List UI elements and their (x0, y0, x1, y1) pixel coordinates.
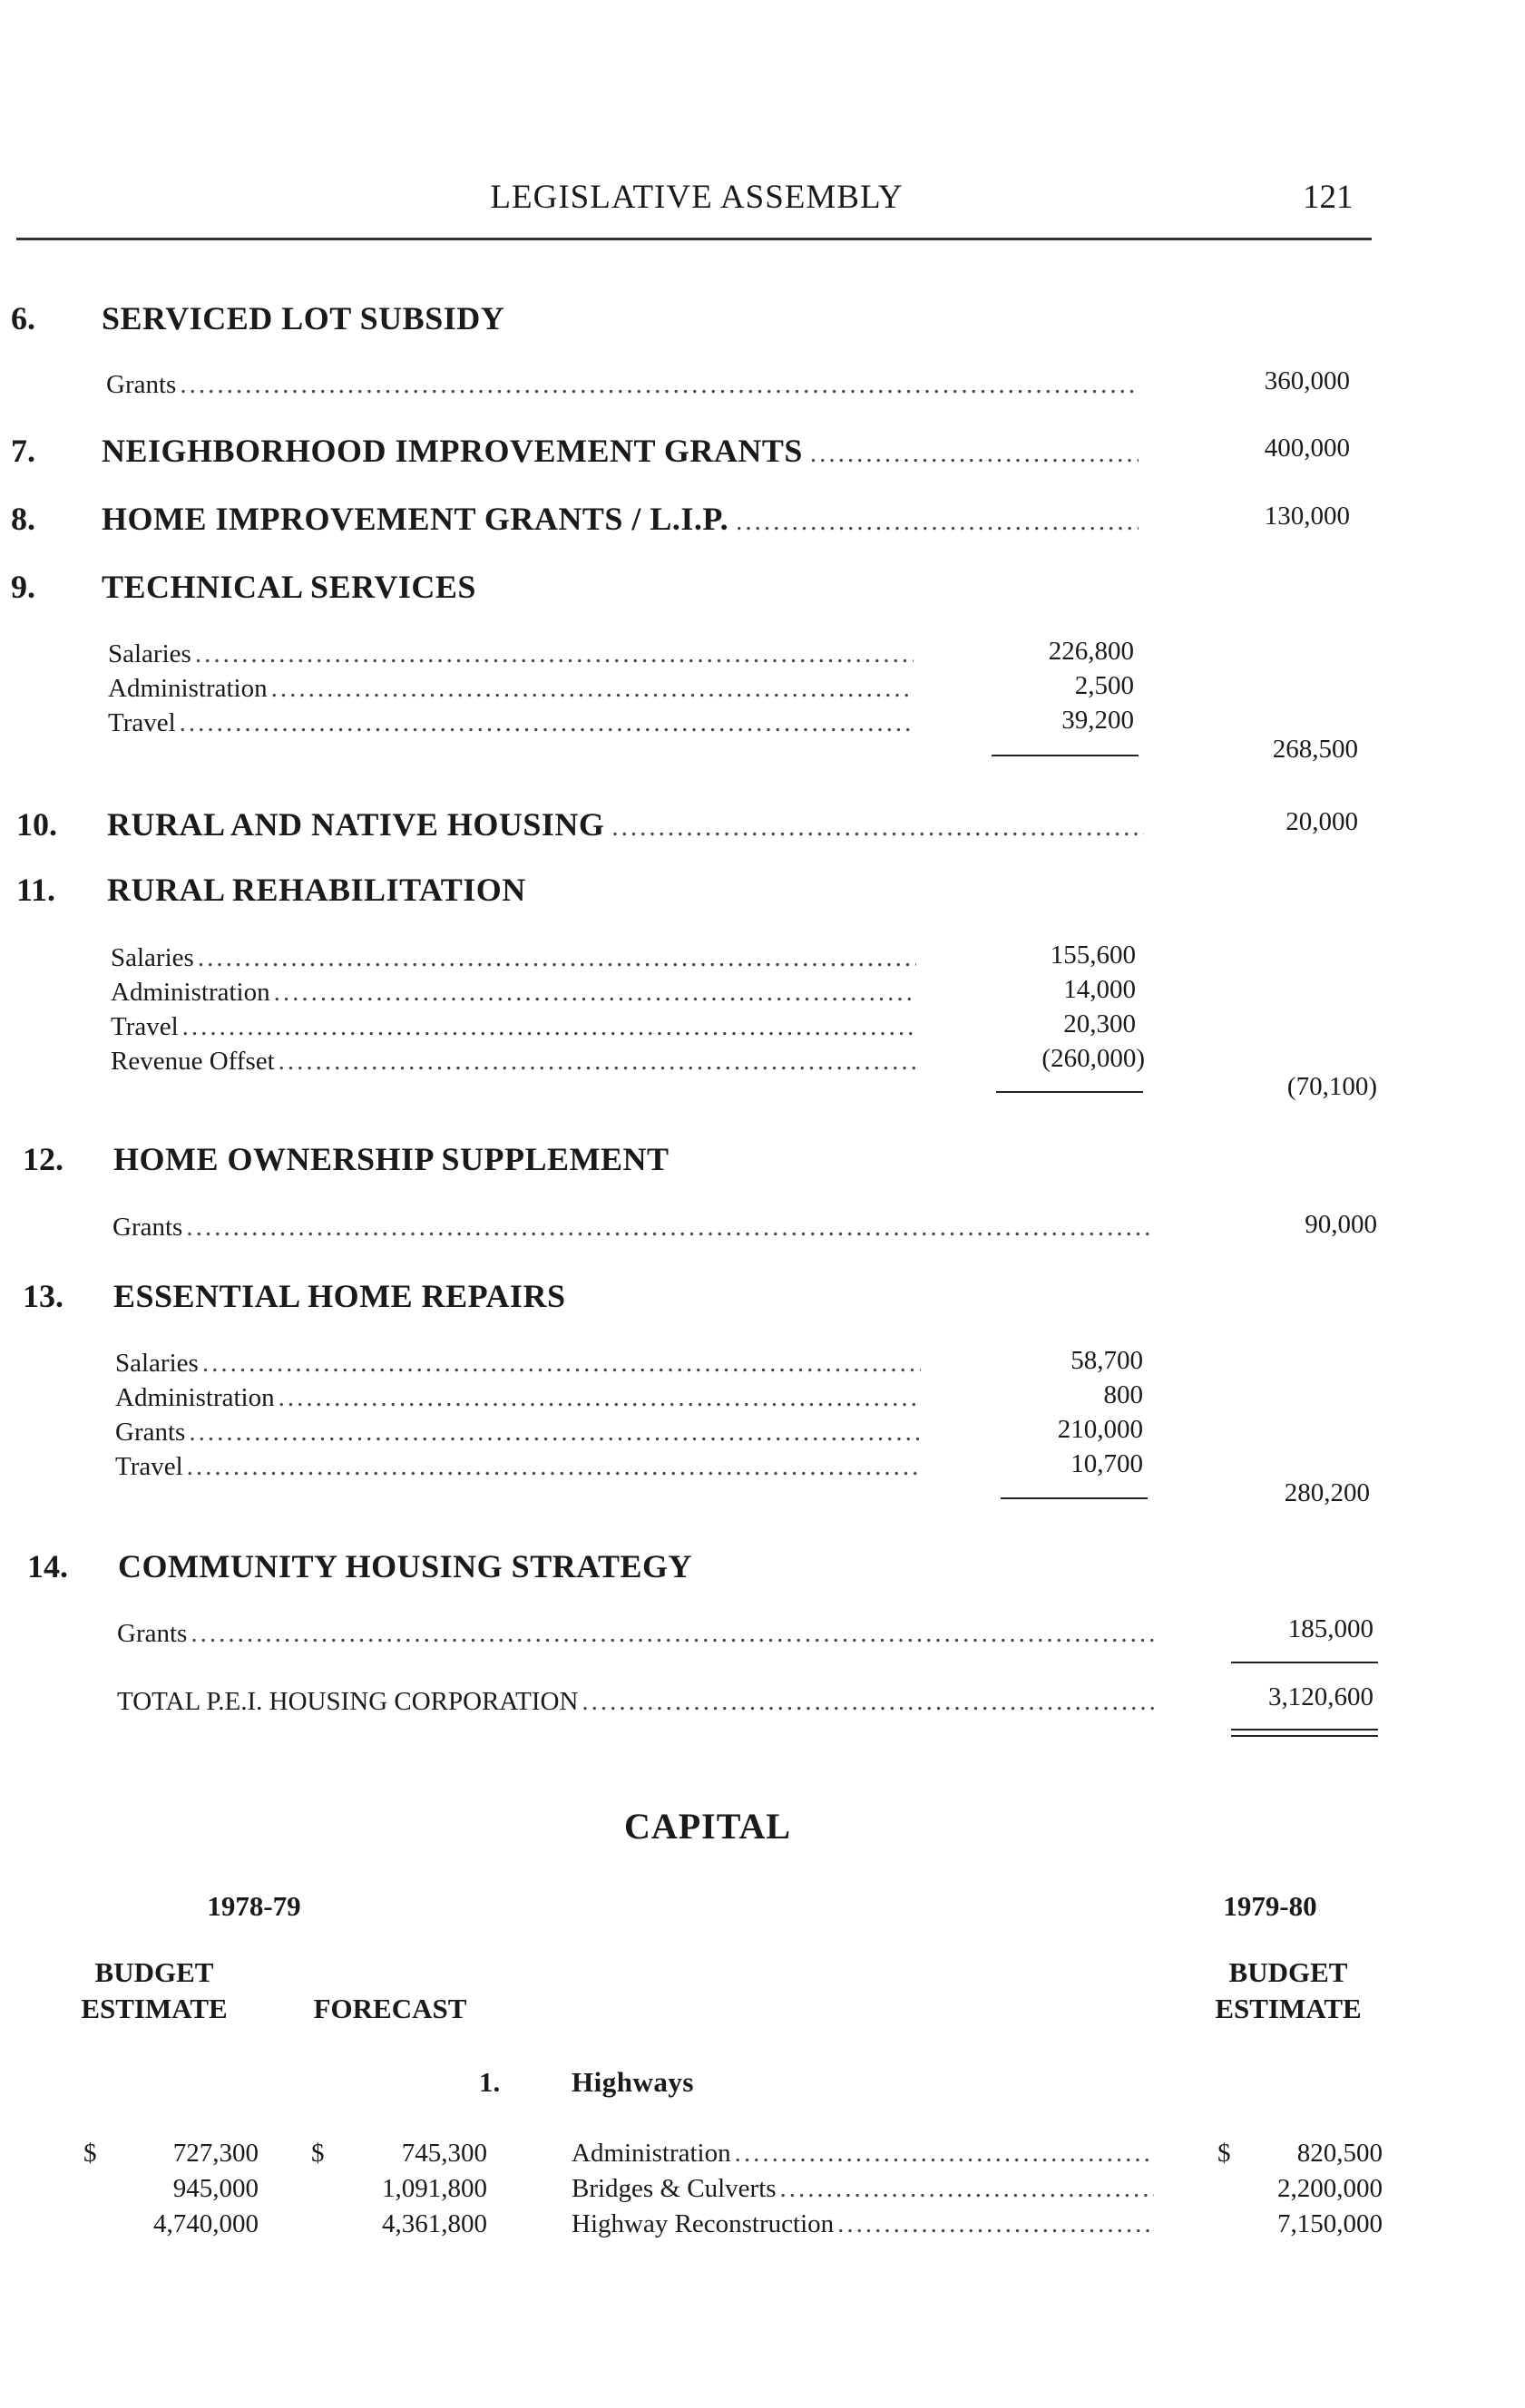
line-item-grants (112, 1213, 1149, 1243)
section-number: 6. (11, 300, 35, 336)
line-amount: 226,800 (1048, 637, 1134, 666)
section-title: Highways (572, 2066, 694, 2098)
line-amount: 2,500 (1074, 671, 1134, 700)
line-item-grants (106, 370, 1139, 400)
line-label: Travel (108, 708, 176, 737)
section-heading-14 (27, 1547, 692, 1585)
line-label: Grants (117, 1619, 188, 1648)
subtotal-rule (992, 755, 1139, 756)
section-title: COMMUNITY HOUSING STRATEGY (118, 1548, 693, 1584)
leader-dots (202, 1349, 921, 1379)
line-amount: 58,700 (1070, 1346, 1143, 1375)
year-heading-next: 1979-80 (1223, 1890, 1317, 1922)
section-total: 20,000 (1285, 807, 1358, 836)
line-item-grants (115, 1418, 921, 1448)
section-title: RURAL REHABILITATION (107, 872, 526, 908)
grand-total-amount: 3,120,600 (1268, 1682, 1373, 1711)
leader-dots (187, 1452, 921, 1482)
leader-dots (279, 1383, 921, 1413)
line-label: Travel (111, 1012, 179, 1041)
line-item-grants (117, 1619, 1154, 1649)
line-label: Salaries (111, 943, 194, 972)
leader-dots (780, 2174, 1154, 2204)
line-item-salaries (115, 1349, 921, 1379)
leader-dots (735, 2139, 1154, 2169)
page-number: 121 (1303, 179, 1354, 216)
section-number: 8. (11, 501, 35, 537)
line-label: Grants (115, 1418, 186, 1447)
section-title: NEIGHBORHOOD IMPROVEMENT GRANTS (102, 433, 803, 469)
leader-dots (186, 1213, 1149, 1243)
budget-amount: 945,000 (172, 2174, 259, 2203)
estimate-amount: 2,200,000 (1277, 2174, 1383, 2203)
section-total: 90,000 (1305, 1210, 1377, 1239)
grand-total-label: TOTAL P.E.I. HOUSING CORPORATION (117, 1687, 579, 1716)
section-heading-12 (23, 1140, 670, 1178)
line-item-administration (108, 674, 914, 704)
section-heading-7 (11, 432, 1139, 470)
grand-total-line (117, 1687, 1154, 1717)
line-label: Revenue Offset (111, 1047, 275, 1076)
section-total: 360,000 (1264, 366, 1350, 395)
line-label: Grants (106, 370, 177, 399)
capital-section-heading (479, 2066, 694, 2099)
section-total: 280,200 (1284, 1478, 1370, 1507)
section-total: 130,000 (1264, 502, 1350, 531)
capital-line-item (572, 2209, 1154, 2239)
leader-dots (736, 507, 1139, 537)
line-item-travel (111, 1012, 916, 1042)
currency-symbol: $ (83, 2139, 97, 2168)
line-item-revenue-offset (111, 1047, 916, 1077)
total-rule (1231, 1662, 1378, 1663)
line-item-travel (115, 1452, 921, 1482)
line-amount: (260,000) (1041, 1044, 1145, 1073)
section-number: 10. (16, 806, 57, 843)
capital-line-item (572, 2174, 1154, 2204)
line-item-administration (111, 978, 916, 1008)
forecast-amount: 4,361,800 (382, 2209, 487, 2238)
line-label: Administration (111, 978, 270, 1007)
line-amount: 20,300 (1063, 1009, 1136, 1038)
leader-dots (180, 370, 1139, 400)
leader-dots (837, 2209, 1154, 2239)
currency-symbol: $ (311, 2139, 325, 2168)
line-item-salaries (111, 943, 916, 973)
line-item-salaries (108, 639, 914, 669)
section-number: 11. (16, 872, 56, 908)
section-heading-10 (16, 805, 1144, 843)
line-label: Administration (115, 1383, 275, 1412)
leader-dots (271, 674, 914, 704)
line-amount: 10,700 (1070, 1449, 1143, 1478)
forecast-amount: 745,300 (401, 2139, 487, 2168)
leader-dots (182, 1012, 916, 1042)
grand-total-double-rule (1231, 1729, 1378, 1737)
line-amount: 155,600 (1050, 941, 1136, 970)
section-title: ESSENTIAL HOME REPAIRS (113, 1278, 566, 1314)
line-amount: 39,200 (1061, 706, 1134, 735)
section-title: TECHNICAL SERVICES (102, 569, 476, 605)
leader-dots (189, 1418, 921, 1448)
line-label: Travel (115, 1452, 183, 1481)
section-number: 13. (23, 1278, 64, 1314)
line-label: Salaries (108, 639, 191, 668)
section-heading-8 (11, 500, 1139, 538)
section-number: 14. (27, 1548, 68, 1584)
line-amount: 14,000 (1063, 975, 1136, 1004)
line-label: Salaries (115, 1349, 199, 1378)
section-total: 400,000 (1264, 434, 1350, 463)
column-heading-forecast: FORECAST (313, 1993, 467, 2024)
section-total: 268,500 (1272, 735, 1358, 764)
section-number: 9. (11, 569, 35, 605)
column-heading-budget-estimate: BUDGET ESTIMATE (81, 1956, 228, 2024)
subtotal-rule (1001, 1497, 1148, 1499)
leader-dots (191, 1619, 1154, 1649)
line-item-administration (115, 1383, 921, 1413)
section-heading-6 (11, 299, 504, 337)
line-label: Bridges & Culverts (572, 2174, 777, 2203)
leader-dots (279, 1047, 916, 1077)
currency-symbol: $ (1217, 2139, 1231, 2168)
running-header: LEGISLATIVE ASSEMBLY (490, 179, 904, 216)
capital-line-item (572, 2139, 1154, 2169)
budget-amount: 727,300 (172, 2139, 259, 2168)
leader-dots (611, 813, 1144, 843)
line-amount: 800 (1103, 1380, 1143, 1409)
section-heading-13 (23, 1277, 565, 1315)
column-heading-budget-estimate-next: BUDGET ESTIMATE (1215, 1956, 1362, 2024)
estimate-amount: 7,150,000 (1277, 2209, 1383, 2238)
section-number: 1. (479, 2066, 501, 2098)
budget-amount: 4,740,000 (153, 2209, 259, 2238)
section-title: HOME OWNERSHIP SUPPLEMENT (113, 1141, 670, 1177)
section-number: 12. (23, 1141, 64, 1177)
header-rule (16, 238, 1372, 240)
leader-dots (274, 978, 916, 1008)
leader-dots (810, 439, 1139, 469)
line-item-travel (108, 708, 914, 738)
section-title: SERVICED LOT SUBSIDY (102, 300, 505, 336)
leader-dots (195, 639, 914, 669)
line-label: Highway Reconstruction (572, 2209, 835, 2238)
leader-dots (180, 708, 914, 738)
forecast-amount: 1,091,800 (382, 2174, 487, 2203)
section-heading-11 (16, 871, 526, 909)
line-amount: 210,000 (1057, 1415, 1143, 1444)
section-total: (70,100) (1286, 1072, 1377, 1101)
leader-dots (582, 1687, 1154, 1717)
capital-heading: CAPITAL (623, 1806, 792, 1847)
line-label: Administration (572, 2139, 731, 2168)
leader-dots (198, 943, 916, 973)
section-title: RURAL AND NATIVE HOUSING (107, 806, 605, 843)
section-total: 185,000 (1287, 1614, 1373, 1643)
section-title: HOME IMPROVEMENT GRANTS / L.I.P. (102, 501, 729, 537)
estimate-amount: 820,500 (1296, 2139, 1383, 2168)
line-label: Grants (112, 1213, 183, 1242)
line-label: Administration (108, 674, 268, 703)
section-number: 7. (11, 433, 35, 469)
subtotal-rule (996, 1091, 1143, 1093)
year-heading-prev: 1978-79 (207, 1890, 301, 1922)
section-heading-9 (11, 568, 476, 606)
